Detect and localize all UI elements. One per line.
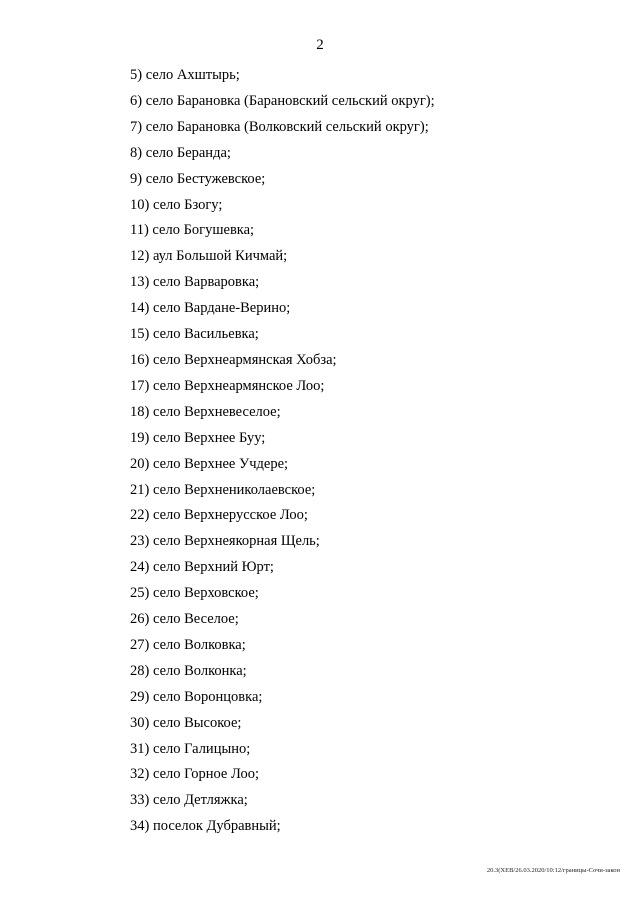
page-number: 2 xyxy=(316,37,324,53)
list-item: 19) село Верхнее Буу; xyxy=(130,429,266,446)
list-item: 11) село Богушевка; xyxy=(130,222,255,239)
list-item: 27) село Волковка; xyxy=(130,636,246,653)
list-item: 34) поселок Дубравный; xyxy=(130,818,281,835)
document-footer-code: 20.3(XEB/26.03.2020/10:12/границы-Сочи-закон xyxy=(486,867,620,874)
list-item: 26) село Веселое; xyxy=(130,611,239,628)
list-item: 13) село Варваровка; xyxy=(130,274,260,291)
list-item: 25) село Верховское; xyxy=(130,585,259,602)
list-item: 15) село Васильевка; xyxy=(130,326,259,343)
list-item: 14) село Вардане-Верино; xyxy=(130,300,291,317)
list-item: 30) село Высокое; xyxy=(130,714,242,731)
list-item: 23) село Верхнеякорная Щель; xyxy=(130,533,320,550)
list-item: 20) село Верхнее Учдере; xyxy=(130,455,289,472)
list-item: 24) село Верхний Юрт; xyxy=(130,559,274,576)
list-item: 21) село Верхнениколаевское; xyxy=(130,481,316,498)
list-item: 17) село Верхнеармянское Лоо; xyxy=(130,377,325,394)
list-item: 31) село Галицыно; xyxy=(130,740,251,757)
list-item: 10) село Бзогу; xyxy=(130,196,223,213)
list-item: 8) село Беранда; xyxy=(130,144,231,161)
list-item: 16) село Верхнеармянская Хобза; xyxy=(130,351,337,368)
list-item: 9) село Бестужевское; xyxy=(130,170,266,187)
list-item: 6) село Барановка (Барановский сельский округ); xyxy=(130,92,435,109)
list-item: 33) село Детляжка; xyxy=(130,792,248,809)
list-item: 12) аул Большой Кичмай; xyxy=(130,248,288,265)
settlement-list xyxy=(130,63,435,840)
list-item: 29) село Воронцовка; xyxy=(130,688,263,705)
list-item: 5) село Ахштырь; xyxy=(130,67,240,83)
list-item: 32) село Горное Лоо; xyxy=(130,766,259,783)
list-item: 18) село Верхневеселое; xyxy=(130,403,281,420)
list-item: 28) село Волконка; xyxy=(130,662,247,679)
list-item: 22) село Верхнерусское Лоо; xyxy=(130,507,308,524)
list-item: 7) село Барановка (Волковский сельский округ); xyxy=(130,118,429,135)
